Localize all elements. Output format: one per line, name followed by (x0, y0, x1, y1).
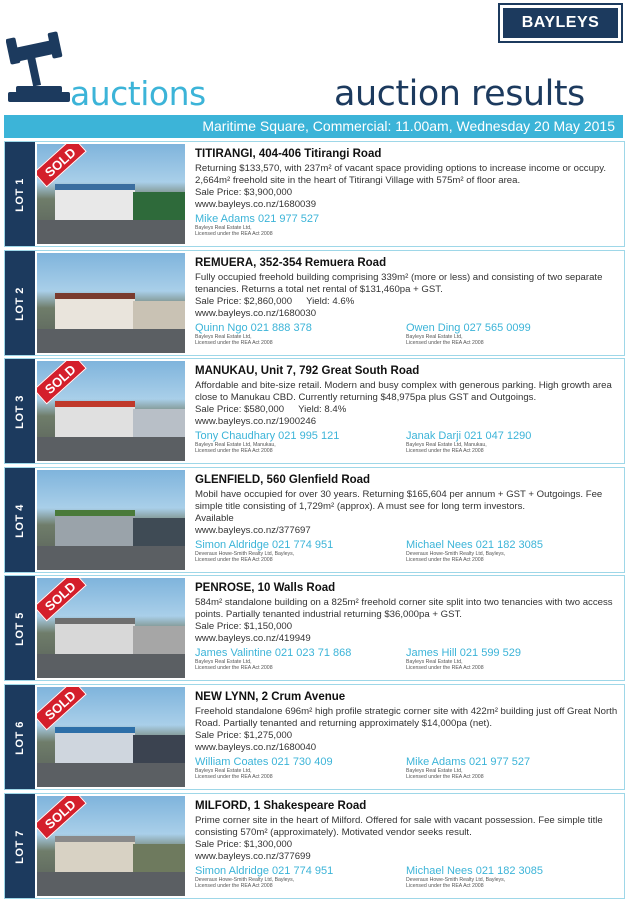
photo-building (133, 301, 185, 329)
agent-licence: Licensed under the REA Act 2008 (195, 882, 273, 889)
agent-name-phone[interactable]: Mike Adams 021 977 527 (406, 756, 531, 768)
agent (406, 430, 606, 454)
agent-name-phone[interactable]: James Valintine 021 023 71 868 (195, 647, 352, 660)
lot-card (4, 684, 625, 790)
property-photo (37, 253, 185, 353)
agent-licence: Licensed under the REA Act 2008 (406, 556, 484, 563)
sale-price: Sale Price: $1,150,000 (195, 621, 293, 633)
sold-badge: SOLD (37, 796, 87, 839)
agent (406, 647, 606, 671)
photo-road (37, 437, 185, 461)
agent-name-phone[interactable]: James Hill 021 599 529 (406, 647, 521, 660)
agent (195, 322, 395, 346)
lot-number: LOT 1 (14, 178, 26, 212)
auctions-heading: auctions (70, 74, 206, 113)
bayleys-logo[interactable]: BAYLEYS (500, 5, 621, 41)
listing-url[interactable]: www.bayleys.co.nz/377697 (195, 524, 311, 536)
agent-name-phone[interactable]: Michael Nees 021 182 3085 (406, 864, 543, 877)
photo-building (55, 836, 135, 876)
sold-badge: SOLD (37, 361, 87, 404)
agent-licence: Licensed under the REA Act 2008 (195, 665, 273, 672)
photo-building (55, 510, 135, 550)
lot-tab (5, 468, 35, 572)
property-title: REMUERA, 352-354 Remuera Road (195, 256, 387, 269)
agent-name-phone[interactable]: Michael Nees 021 182 3085 (406, 538, 543, 551)
listing-url[interactable]: www.bayleys.co.nz/377699 (195, 850, 311, 862)
agent-firm: Deveraux Howe-Smith Realty Ltd, Bayleys, (195, 550, 295, 557)
photo-building (55, 727, 135, 767)
agent (406, 322, 606, 346)
property-description: Prime corner site in the heart of Milford. Offered for sale with vacant possession. Fee simple title consisting 570m² (approximately). Motivated vendor seeks result. (195, 814, 603, 838)
sale-price: Available (195, 512, 234, 524)
photo-building (55, 401, 135, 441)
sold-badge: SOLD (37, 144, 87, 187)
sale-price-line (195, 404, 620, 416)
agent-name-phone[interactable]: Quinn Ngo 021 888 378 (195, 321, 312, 334)
agent (406, 865, 606, 889)
agent (195, 865, 395, 889)
auction-results-heading: auction results (334, 74, 585, 114)
agent (195, 539, 395, 563)
photo-building (55, 184, 135, 224)
agent-licence: Licensed under the REA Act 2008 (195, 448, 273, 455)
agent (195, 430, 395, 454)
photo-building (133, 626, 185, 654)
agent-firm: Bayleys Real Estate Ltd, Manukau, (406, 442, 487, 449)
sale-price-line (195, 187, 620, 199)
property-title: NEW LYNN, 2 Crum Avenue (195, 691, 346, 703)
agents (195, 430, 620, 460)
agents (195, 647, 620, 677)
lot-tab (5, 576, 35, 680)
lot-details (195, 148, 620, 243)
listing-url[interactable]: www.bayleys.co.nz/1680040 (195, 742, 317, 753)
agent (195, 647, 395, 671)
photo-building (133, 192, 185, 220)
property-description: Mobil have occupied for over 30 years. Returning $165,604 per annum + GST + Outgoings. Fee simple title consisting of 1,729m² (approx). A must see for long term investors. (195, 488, 603, 512)
lot-tab (5, 359, 35, 463)
lot-card (4, 793, 625, 899)
lot-details (195, 582, 620, 677)
lot-details (195, 365, 620, 460)
sold-badge: SOLD (37, 687, 87, 730)
photo-road (37, 872, 185, 896)
lot-tab (5, 142, 35, 246)
agent-firm: Deveraux Howe-Smith Realty Ltd, Bayleys, (195, 876, 295, 883)
agent-firm: Bayleys Real Estate Ltd, (195, 659, 252, 666)
agent-name-phone[interactable]: Owen Ding 027 565 0099 (406, 321, 531, 334)
lot-details (195, 691, 620, 786)
photo-building (133, 518, 185, 546)
property-description: Returning $133,570, with 237m² of vacant space providing options to increase income or occupy. 2,664m² freehold site in the heart of Titirangi Village with 575m² of floor area. (195, 163, 606, 186)
lot-card (4, 467, 625, 573)
yield: Yield: 4.6% (306, 295, 355, 307)
property-title: PENROSE, 10 Walls Road (195, 582, 336, 595)
agent-firm: Bayleys Real Estate Ltd, (195, 225, 252, 231)
photo-building (55, 618, 135, 658)
sale-price: Sale Price: $1,275,000 (195, 730, 293, 741)
agent-firm: Bayleys Real Estate Ltd, Manukau, (195, 442, 276, 449)
agent (195, 213, 395, 237)
lot-card (4, 358, 625, 464)
listing-url[interactable]: www.bayleys.co.nz/1680030 (195, 307, 317, 319)
sale-price: Sale Price: $2,860,000 (195, 295, 293, 307)
agents (195, 539, 620, 569)
property-photo (37, 144, 185, 244)
photo-building (55, 293, 135, 333)
lot-number: LOT 7 (14, 829, 26, 864)
sale-price-line (195, 839, 620, 851)
agent-name-phone[interactable]: Simon Aldridge 021 774 951 (195, 864, 334, 877)
property-photo (37, 361, 185, 461)
property-description: Freehold standalone 696m² high profile strategic corner site with 422m² building just off Great North Road. Partially tenanted and returning approximately $14,000pa (net). (195, 706, 618, 729)
agent (195, 756, 395, 780)
lot-details (195, 474, 620, 569)
lot-number: LOT 5 (14, 612, 26, 647)
agent-firm: Bayleys Real Estate Ltd, (406, 659, 463, 666)
photo-building (133, 409, 185, 437)
gavel-icon (6, 30, 76, 114)
agent-firm: Deveraux Howe-Smith Realty Ltd, Bayleys, (406, 876, 506, 883)
property-description: 584m² standalone building on a 825m² freehold corner site split into two tenancies with two access points. Partially tenanted industrial returning $36,000pa + GST. (195, 597, 613, 621)
sale-price: Sale Price: $580,000 (195, 404, 285, 416)
property-description: Fully occupied freehold building comprising 339m² (more or less) and consisting of two separate tenancies. Returns a total net rental of $131,460pa + GST. (195, 271, 603, 295)
agent (406, 756, 606, 780)
property-title: MILFORD, 1 Shakespeare Road (195, 799, 367, 812)
agent-name-phone[interactable]: William Coates 021 730 409 (195, 756, 333, 768)
sale-price: Sale Price: $3,900,000 (195, 187, 293, 198)
agent-licence: Licensed under the REA Act 2008 (406, 665, 484, 672)
lot-card (4, 575, 625, 681)
property-title: TITIRANGI, 404-406 Titirangi Road (195, 148, 382, 160)
agent-firm: Bayleys Real Estate Ltd, (195, 768, 252, 774)
photo-road (37, 329, 185, 353)
photo-road (37, 546, 185, 570)
photo-building (133, 844, 185, 872)
agent-licence: Licensed under the REA Act 2008 (195, 774, 273, 780)
agents (195, 213, 620, 243)
event-details-bar: Maritime Square, Commercial: 11.00am, Wednesday 20 May 2015 (4, 115, 623, 138)
lot-number: LOT 2 (14, 286, 26, 321)
agent-licence: Licensed under the REA Act 2008 (406, 339, 484, 346)
agent-name-phone[interactable]: Janak Darji 021 047 1290 (406, 430, 532, 443)
lot-details (195, 257, 620, 352)
sold-badge: SOLD (37, 578, 87, 621)
agent-licence: Licensed under the REA Act 2008 (406, 448, 484, 455)
agent-name-phone[interactable]: Simon Aldridge 021 774 951 (195, 538, 334, 551)
agent (406, 539, 606, 563)
listing-url[interactable]: www.bayleys.co.nz/1680039 (195, 199, 317, 210)
property-photo (37, 578, 185, 678)
agent-name-phone[interactable]: Mike Adams 021 977 527 (195, 213, 320, 225)
agents (195, 865, 620, 895)
agent-firm: Bayleys Real Estate Ltd, (195, 333, 252, 340)
agent-firm: Bayleys Real Estate Ltd, (406, 333, 463, 340)
lot-details (195, 800, 620, 895)
agent-licence: Licensed under the REA Act 2008 (406, 774, 484, 780)
sale-price-line (195, 296, 620, 308)
photo-building (133, 735, 185, 763)
yield: Yield: 8.4% (298, 404, 347, 416)
agent-name-phone[interactable]: Tony Chaudhary 021 995 121 (195, 430, 340, 443)
lot-tab (5, 685, 35, 789)
agents (195, 756, 620, 786)
lot-number: LOT 6 (14, 721, 26, 755)
property-photo (37, 796, 185, 896)
sale-price-line (195, 621, 620, 633)
lot-tab (5, 251, 35, 355)
agent-licence: Licensed under the REA Act 2008 (195, 556, 273, 563)
lot-tab (5, 794, 35, 898)
lot-card (4, 250, 625, 356)
property-description: Affordable and bite-size retail. Modern and busy complex with generous parking. High growth area close to Manukau CBD. Currently returning $48,975pa plus GST and Outgoings. (195, 380, 612, 404)
photo-road (37, 654, 185, 678)
listing-url[interactable]: www.bayleys.co.nz/1900246 (195, 416, 317, 428)
listing-url[interactable]: www.bayleys.co.nz/419949 (195, 633, 311, 645)
agent-firm: Bayleys Real Estate Ltd, (406, 768, 463, 774)
agent-licence: Licensed under the REA Act 2008 (195, 339, 273, 346)
lot-number: LOT 4 (14, 503, 26, 538)
property-photo (37, 470, 185, 570)
agent-licence: Licensed under the REA Act 2008 (195, 231, 273, 237)
photo-road (37, 763, 185, 787)
lot-number: LOT 3 (14, 395, 26, 430)
lot-card (4, 141, 625, 247)
sale-price: Sale Price: $1,300,000 (195, 838, 293, 850)
agent-firm: Deveraux Howe-Smith Realty Ltd, Bayleys, (406, 550, 506, 557)
property-photo (37, 687, 185, 787)
agents (195, 322, 620, 352)
sale-price-line (195, 513, 620, 525)
agent-licence: Licensed under the REA Act 2008 (406, 882, 484, 889)
property-title: GLENFIELD, 560 Glenfield Road (195, 473, 371, 486)
sale-price-line (195, 730, 620, 742)
photo-road (37, 220, 185, 244)
property-title: MANUKAU, Unit 7, 792 Great South Road (195, 365, 420, 378)
